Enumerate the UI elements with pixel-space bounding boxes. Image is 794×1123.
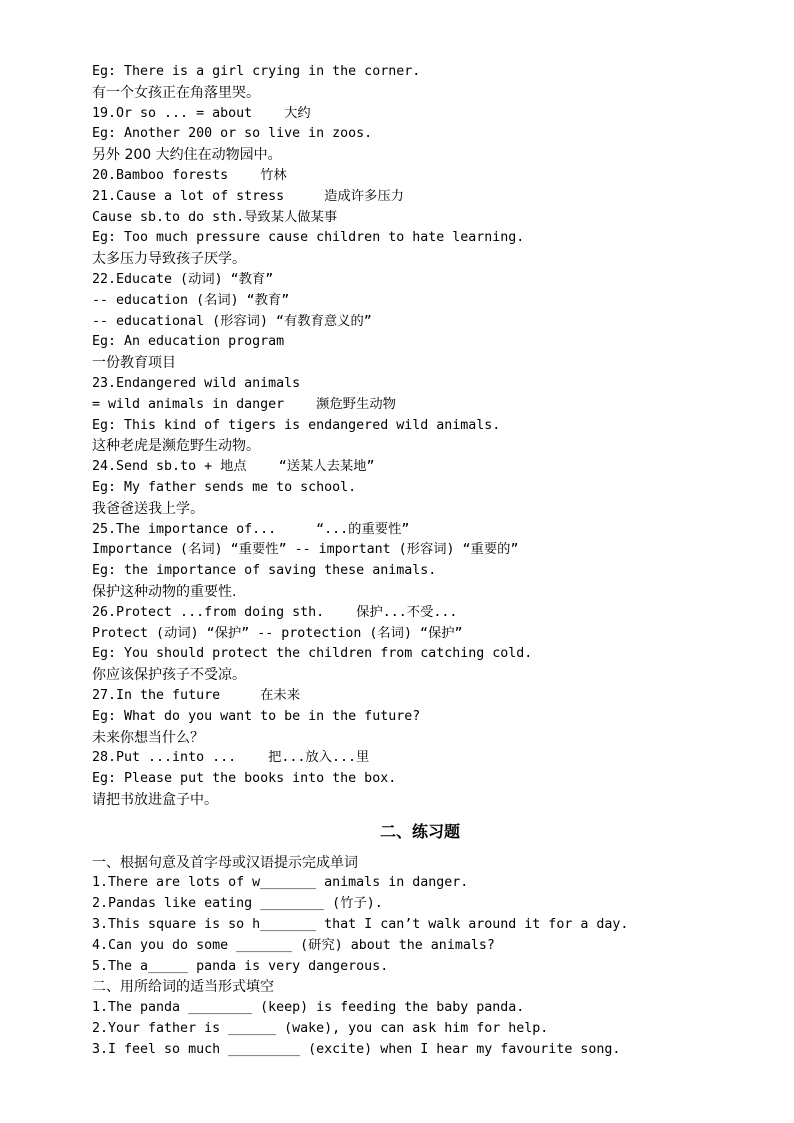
note-line: 19.Or so ... = about 大约 xyxy=(92,105,311,121)
note-line: 保护这种动物的重要性. xyxy=(92,583,237,600)
exercise-line: 1.The panda ________ (keep) is feeding the baby panda. xyxy=(92,1000,525,1016)
note-line: 27.In the future 在未来 xyxy=(92,687,301,703)
note-line: 一份教育项目 xyxy=(92,355,176,372)
exercise-line: 一、根据句意及首字母或汉语提示完成单词 xyxy=(92,854,358,871)
note-line: -- educational (形容词) “有教育意义的” xyxy=(92,313,372,329)
exercise-line: 3.I feel so much _________ (excite) when I hear my favourite song. xyxy=(92,1041,621,1057)
exercise-line: 2.Your father is ______ (wake), you can ask him for help. xyxy=(92,1021,549,1037)
note-line: Eg: An education program xyxy=(92,334,285,350)
note-line: 20.Bamboo forests 竹林 xyxy=(92,167,287,183)
note-line: Importance (名词) “重要性” -- important (形容词) “重要的” xyxy=(92,542,519,558)
note-line: 这种老虎是濒危野生动物。 xyxy=(92,438,260,455)
note-line: 26.Protect ...from doing sth. 保护...不受... xyxy=(92,604,458,620)
note-line: = wild animals in danger 濒危野生动物 xyxy=(92,396,396,412)
note-line: Eg: What do you want to be in the future? xyxy=(92,708,421,724)
document-page xyxy=(92,62,712,1061)
note-line: Eg: Please put the books into the box. xyxy=(92,771,397,787)
note-line: 我爸爸送我上学。 xyxy=(92,500,204,517)
note-line: 24.Send sb.to + 地点 “送某人去某地” xyxy=(92,459,375,475)
exercise-line: 3.This square is so h_______ that I can’t walk around it for a day. xyxy=(92,917,629,933)
note-line: Eg: This kind of tigers is endangered wild animals. xyxy=(92,417,501,433)
note-line: Eg: Another 200 or so live in zoos. xyxy=(92,126,373,142)
exercise-list xyxy=(92,853,712,1061)
note-line: Eg: Too much pressure cause children to hate learning. xyxy=(92,230,525,246)
note-line: 你应该保护孩子不受凉。 xyxy=(92,667,246,684)
note-line: 未来你想当什么？ xyxy=(92,729,204,746)
note-line: 21.Cause a lot of stress 造成许多压力 xyxy=(92,188,404,204)
note-line: Cause sb.to do sth.导致某人做某事 xyxy=(92,209,338,225)
note-line: Eg: My father sends me to school. xyxy=(92,479,357,495)
note-line: 25.The importance of... “...的重要性” xyxy=(92,521,410,537)
note-line: Eg: the importance of saving these animals. xyxy=(92,563,437,579)
note-line: 23.Endangered wild animals xyxy=(92,375,301,391)
note-line: 28.Put ...into ... 把...放入...里 xyxy=(92,750,370,766)
note-line: 请把书放进盒子中。 xyxy=(92,791,218,808)
note-line: Eg: There is a girl crying in the corner. xyxy=(92,64,421,79)
exercise-line: 4.Can you do some _______ (研究) about the animals? xyxy=(92,937,495,953)
exercise-line: 2.Pandas like eating ________ (竹子). xyxy=(92,896,383,912)
note-line: Protect (动词) “保护” -- protection (名词) “保护” xyxy=(92,625,463,641)
exercise-line: 二、用所给词的适当形式填空 xyxy=(92,979,274,996)
note-line: Eg: You should protect the children from catching cold. xyxy=(92,646,533,662)
note-line: 太多压力导致孩子厌学。 xyxy=(92,251,246,268)
note-line: -- education (名词) “教育” xyxy=(92,292,290,308)
note-line: 另外 200 大约住在动物园中。 xyxy=(92,147,282,164)
exercise-line: 5.The a_____ panda is very dangerous. xyxy=(92,958,389,974)
note-line: 有一个女孩正在角落里哭。 xyxy=(92,84,260,101)
exercise-line: 1.There are lots of w_______ animals in danger. xyxy=(92,875,469,891)
vocabulary-notes xyxy=(92,62,712,811)
note-line: 22.Educate (动词) “教育” xyxy=(92,271,274,287)
section-title: 二、练习题 xyxy=(379,821,460,841)
